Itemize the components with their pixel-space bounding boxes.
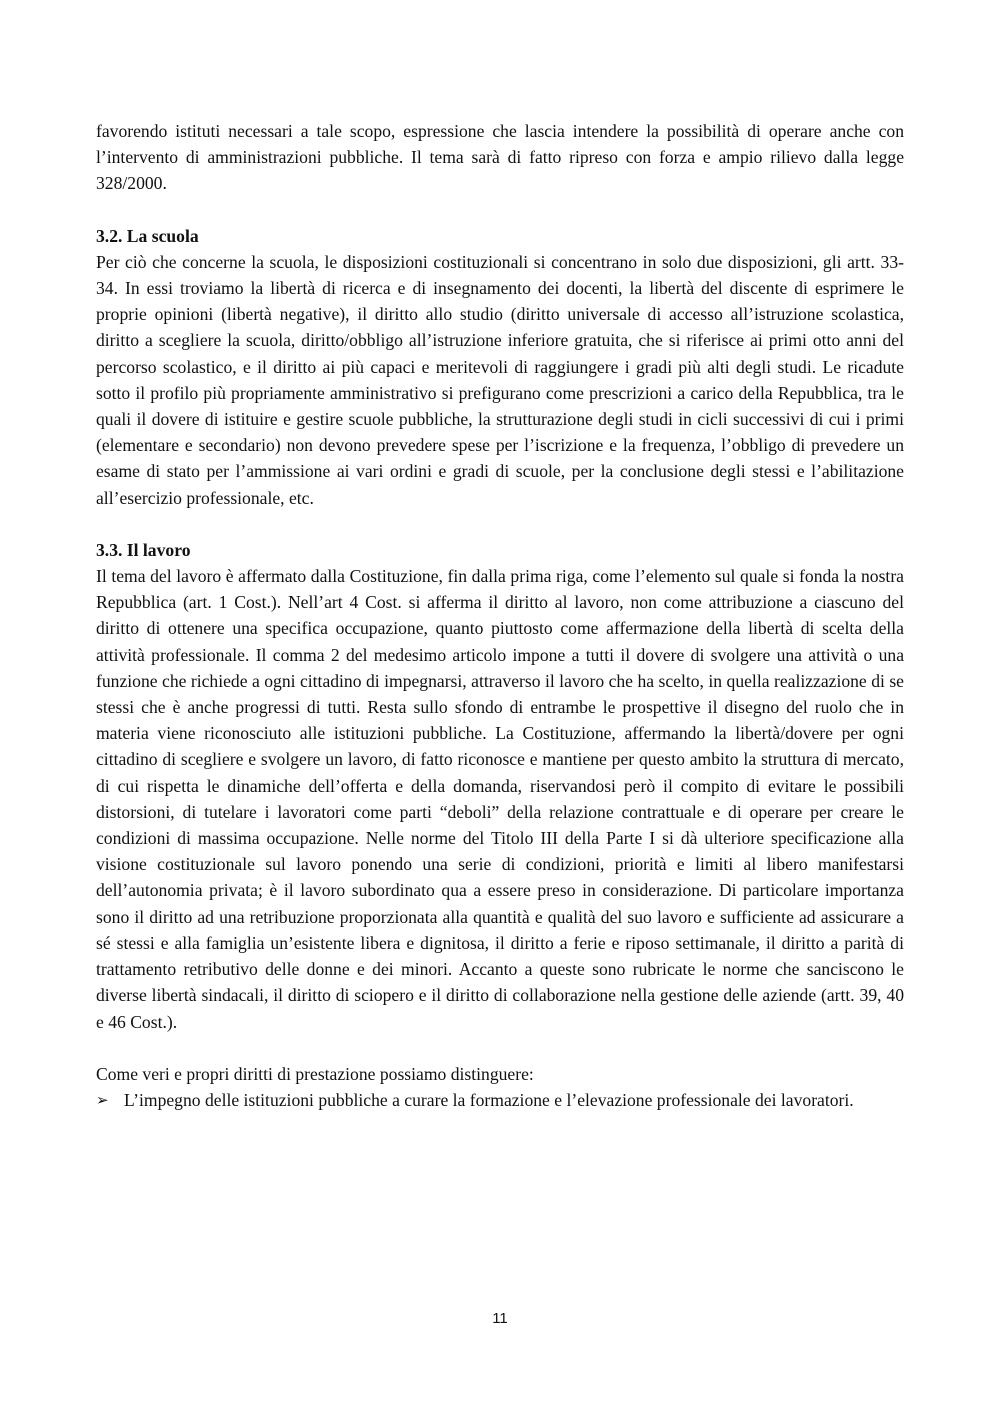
list-item	[96, 1087, 904, 1113]
document-page	[96, 118, 904, 1113]
section-body-lavoro: Il tema del lavoro è affermato dalla Costituzione, fin dalla prima riga, come l’elemento sul quale si fonda la nostra Repubblica (art. 1 Cost.). Nell’art 4 Cost. si afferma il diritto al lavoro, non come attribuzione a ciascuno del diritto di ottenere una specifica occupazione, quanto piuttosto come affermazione della libertà di scelta della attività professionale. Il comma 2 del medesimo articolo impone a tutti il dovere di svolgere una attività o una funzione che richiede a ogni cittadino di impegnarsi, attraverso il lavoro che ha scelto, in quella realizzazione di se stessi che è anche progressi di tutti. Resta sullo sfondo di entrambe le prospettive il disegno del ruolo che in materia viene riconosciuto alle istituzioni pubbliche. La Costituzione, affermando la libertà/dovere per ogni cittadino di scegliere e svolgere un lavoro, di fatto riconosce e mantiene per questo ambito la struttura di mercato, di cui rispetta le dinamiche dell’offerta e della domanda, riservandosi però il compito di evitare le possibili distorsioni, di tutelare i lavoratori come parti “deboli” della relazione contrattuale e di operare per creare le condizioni di massima occupazione. Nelle norme del Titolo III della Parte I si dà ulteriore specificazione alla visione costituzionale sul lavoro ponendo una serie di condizioni, priorità e limiti al libero manifestarsi dell’autonomia privata; è il lavoro subordinato qua a essere preso in considerazione. Di particolare importanza sono il diritto ad una retribuzione proporzionata alla quantità e qualità del suo lavoro e sufficiente ad assicurare a sé stessi e alla famiglia un’esistente libera e dignitosa, il diritto a ferie e riposo settimanale, il diritto a parità di trattamento retributivo delle donne e dei minori. Accanto a queste sono rubricate le norme che sanciscono le diverse libertà sindacali, il diritto di sciopero e il diritto di collaborazione nella gestione delle aziende (artt. 39, 40 e 46 Cost.).	[96, 566, 904, 1032]
paragraph-spacer	[96, 511, 904, 537]
page-number: 11	[492, 1310, 508, 1327]
section-heading-lavoro: 3.3. Il lavoro	[96, 539, 191, 560]
paragraph-spacer	[96, 1035, 904, 1061]
intro-paragraph: favorendo istituti necessari a tale scopo, espressione che lascia intendere la possibilità di operare anche con l’intervento di amministrazioni pubbliche. Il tema sarà di fatto ripreso con forza e ampio rilievo dalla legge 328/2000.	[96, 121, 904, 194]
list-item-text: L’impegno delle istituzioni pubbliche a curare la formazione e l’elevazione professionale dei lavoratori.	[124, 1089, 854, 1110]
list-intro: Come veri e propri diritti di prestazione possiamo distinguere:	[96, 1063, 534, 1084]
bullet-list	[96, 1087, 904, 1113]
section-body-scuola: Per ciò che concerne la scuola, le disposizioni costituzionali si concentrano in solo due disposizioni, gli artt. 33-34. In essi troviamo la libertà di ricerca e di insegnamento dei docenti, la libertà del discente di esprimere le proprie opinioni (libertà negative), il diritto allo studio (diritto universale di accesso all’istruzione scolastica, diritto a scegliere la scuola, diritto/obbligo all’istruzione inferiore gratuita, che si riferisce ai primi otto anni del percorso scolastico, e il diritto ai più capaci e meritevoli di raggiungere i gradi più alti degli studi. Le ricadute sotto il profilo più propriamente amministrativo si prefigurano come prescrizioni a carico della Repubblica, tra le quali il dovere di istituire e gestire scuole pubbliche, la strutturazione degli studi in cicli successivi di cui i primi (elementare e secondario) non devono prevedere spese per l’iscrizione e la frequenza, l’obbligo di prevedere un esame di stato per l’ammissione ai vari ordini e gradi di scuole, per la conclusione degli stessi e l’abilitazione all’esercizio professionale, etc.	[96, 251, 904, 508]
arrow-bullet-icon: ➢	[96, 1090, 109, 1109]
section-heading-scuola: 3.2. La scuola	[96, 225, 199, 246]
paragraph-spacer	[96, 197, 904, 223]
